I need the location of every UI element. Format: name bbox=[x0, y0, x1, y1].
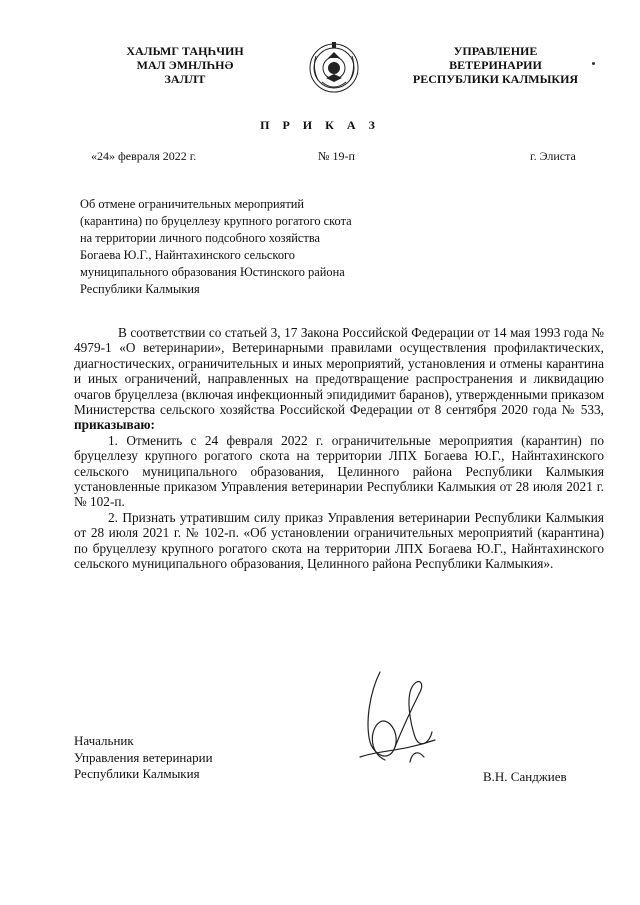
subject-line: Богаева Ю.Г., Найнтахинского сельского bbox=[80, 248, 295, 262]
header-left bbox=[100, 44, 270, 86]
position-line: Управления ветеринарии bbox=[74, 749, 213, 765]
handwritten-signature bbox=[340, 662, 460, 782]
order-item-1: 1. Отменить с 24 февраля 2022 г. ограничительные мероприятия (карантин) по бруцеллезу крупного рогатого скота на территории ЛПХ Богаева Ю.Г., Найнтахинского сельского муниципального образования, Целинного района Республики Калмыкия установленные приказом Управления ветеринарии Республики Калмыкия от 28 июля 2021 г. № 102-п. bbox=[74, 432, 604, 510]
subject-line: (карантина) по бруцеллезу крупного рогатого скота bbox=[80, 214, 352, 228]
document-title: П Р И К А З bbox=[260, 118, 380, 132]
document-body bbox=[74, 325, 604, 572]
subject-line: на территории личного подсобного хозяйства bbox=[80, 231, 321, 245]
scan-speck bbox=[592, 62, 595, 65]
order-item-2: 2. Признать утратившим силу приказ Управления ветеринарии Республики Калмыкия от 28 июля 2021 г. № 102-п. «Об установлении ограничительных мероприятий (карантина) по бруцеллезу крупного рогатого скота на территории ЛПХ Богаева Ю.Г., Найнтахинского сельского муниципального образования, Целинного района Республики Калмыкия». bbox=[74, 509, 604, 572]
position-line: Республики Калмыкия bbox=[74, 766, 200, 781]
subject-line: муниципального образования Юстинского района bbox=[80, 265, 345, 279]
header-right bbox=[378, 44, 613, 86]
header-left-line: ХАЛЬМГ ТАҢҺЧИН bbox=[126, 44, 244, 58]
subject-line: Республики Калмыкия bbox=[80, 282, 200, 296]
subject-line: Об отмене ограничительных мероприятий bbox=[80, 197, 305, 211]
header-left-line: МАЛ ЭМНЛҺНӘ bbox=[136, 58, 234, 72]
signatory-name: В.Н. Санджиев bbox=[483, 769, 567, 784]
document-city: г. Элиста bbox=[530, 149, 576, 163]
signatory-position bbox=[74, 733, 213, 783]
document-subject bbox=[80, 196, 400, 298]
header-right-line: УПРАВЛЕНИЕ bbox=[453, 44, 538, 58]
order-keyword: приказываю: bbox=[74, 417, 155, 433]
header-right-line: РЕСПУБЛИКИ КАЛМЫКИЯ bbox=[412, 72, 579, 86]
preamble-paragraph bbox=[74, 325, 604, 433]
header-right-line: ВЕТЕРИНАРИИ bbox=[449, 58, 542, 72]
document-date: «24» февраля 2022 г. bbox=[91, 149, 197, 163]
preamble-text: В соответствии со статьей 3, 17 Закона Российской Федерации от 14 мая 1993 года № 4979-1 «О ветеринарии», Ветеринарными правилами осуществления профилактических, диагностических, ограничительных и иных мероприятий, установления и отмены карантина и иных ограничений, направленных на предотвращение распространения и ликвидацию очагов бруцеллеза (включая инфекционный эпидидимит баранов), утвержденными приказом Министерства сельского хозяйства Российской Федерации от 8 сентября 2020 года № 533, bbox=[74, 325, 604, 418]
position-line: Начальник bbox=[74, 733, 134, 748]
emblem-icon bbox=[306, 38, 362, 98]
document-number: № 19-п bbox=[318, 149, 355, 163]
header-left-line: ЗАЛЛТ bbox=[164, 72, 206, 86]
